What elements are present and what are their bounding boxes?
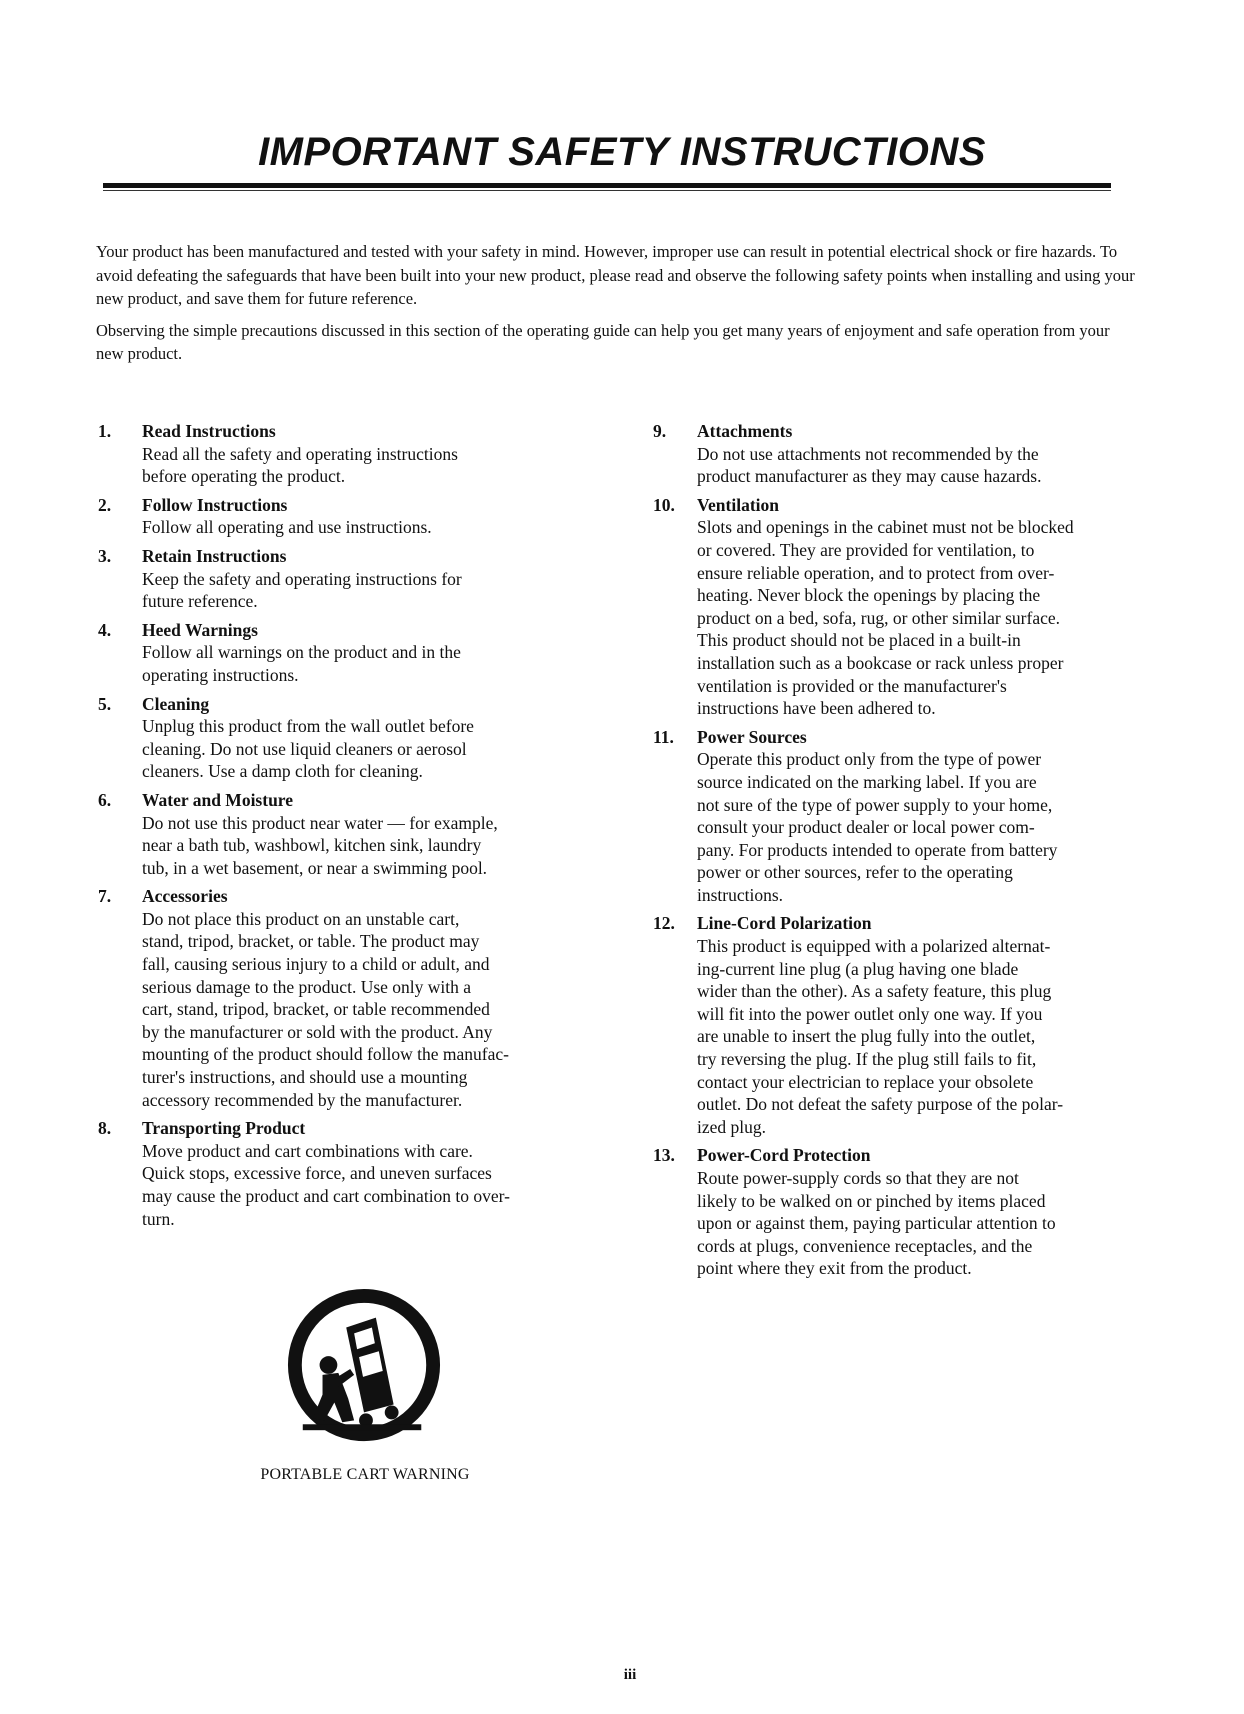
item-heading: Ventilation — [697, 494, 780, 515]
item-heading: Cleaning — [142, 693, 210, 714]
item-body: Read all the safety and operating instructions before operating the product. — [142, 443, 458, 487]
item-heading: Line-Cord Polarization — [697, 913, 872, 934]
item-number: 12. — [653, 913, 675, 934]
item-body: Operate this product only from the type of power source indicated on the marking label. If you are not sure of the type of power supply to your home, consult your product dealer or local power com- pany. For products intended to operate from battery power or other sources, refer to the operating instructions. — [697, 749, 1058, 905]
intro-paragraph-2: Observing the simple precautions discussed in this section of the operating guide can help you get many years of enjoyment and safe operation from your new product. — [96, 320, 1110, 363]
safety-item — [653, 494, 1148, 720]
safety-item — [653, 1144, 1148, 1280]
item-heading: Power Sources — [697, 726, 807, 747]
intro-section — [96, 240, 1136, 374]
item-number: 3. — [98, 545, 112, 566]
page-number: iii — [623, 1667, 637, 1683]
safety-item — [98, 789, 638, 879]
page-title: IMPORTANT SAFETY INSTRUCTIONS — [258, 130, 986, 174]
item-body: Move product and cart combinations with care. Quick stops, excessive force, and uneven surfaces may cause the product and cart combination to over- turn. — [142, 1140, 510, 1229]
item-body: This product is equipped with a polarized alternat- ing-current line plug (a plug having one blade wider than the other). As a safety feature, this plug will fit into the power outlet only one way. If you are unable to insert the plug fully into the outlet, try reversing the plug. If the plug still fails to fit, contact your electrician to replace your obsolete outlet. Do not defeat the safety purpose of the polar- ized plug. — [697, 936, 1064, 1137]
item-number: 13. — [653, 1145, 675, 1166]
safety-item — [98, 1117, 638, 1230]
item-heading: Follow Instructions — [142, 494, 288, 515]
right-column — [653, 420, 1148, 1286]
intro-paragraph-1: Your product has been manufactured and tested with your safety in mind. However, improper use can result in potential electrical shock or fire hazards. To avoid defeating the safeguards that have been built into your new product, please read and observe the following safety points when installing and using your new product, and save them for future reference. — [96, 242, 1135, 308]
portable-cart-warning-icon — [285, 1288, 443, 1446]
safety-item — [98, 693, 638, 783]
item-number: 6. — [98, 789, 112, 810]
item-number: 5. — [98, 693, 112, 714]
item-number: 4. — [98, 619, 112, 640]
item-body: Follow all warnings on the product and in the operating instructions. — [142, 642, 461, 685]
item-number: 8. — [98, 1118, 112, 1139]
cart-warning-caption: PORTABLE CART WARNING — [260, 1466, 470, 1483]
item-number: 11. — [653, 726, 674, 747]
item-body: Do not use this product near water — for example, near a bath tub, washbowl, kitchen sink, laundry tub, in a wet basement, or near a swimming pool. — [142, 812, 498, 878]
item-heading: Transporting Product — [142, 1118, 306, 1139]
item-heading: Retain Instructions — [142, 545, 287, 566]
item-heading: Accessories — [142, 886, 228, 907]
item-number: 9. — [653, 421, 667, 441]
safety-item — [98, 494, 638, 539]
left-column — [98, 420, 638, 1236]
safety-item — [98, 420, 638, 488]
safety-item — [98, 885, 638, 1111]
item-body: Route power-supply cords so that they are not likely to be walked on or pinched by items placed upon or against them, paying particular attention to cords at plugs, convenience receptacles, and the point where they exit from the product. — [697, 1168, 1056, 1279]
title-rule-thick — [103, 183, 1111, 188]
safety-item — [653, 420, 1148, 488]
item-heading: Water and Moisture — [142, 789, 294, 810]
item-number: 2. — [98, 494, 112, 515]
item-heading: Power-Cord Protection — [697, 1145, 871, 1166]
item-heading: Attachments — [697, 421, 793, 441]
item-body: Do not place this product on an unstable cart, stand, tripod, bracket, or table. The product may fall, causing serious injury to a child or adult, and serious damage to the product. Use only with a cart, stand, tripod, bracket, or table recommended by the manufacturer or sold with the product. Any mounting of the product should follow the manufac- turer's instructions, and should use a mounting accessory recommended by the manufacturer. — [142, 908, 509, 1110]
safety-item — [98, 545, 638, 613]
item-body: Keep the safety and operating instructions for future reference. — [142, 568, 462, 612]
item-body: Follow all operating and use instructions. — [142, 517, 432, 538]
item-number: 1. — [98, 421, 112, 441]
item-body: Do not use attachments not recommended by the product manufacturer as they may cause hazards. — [697, 443, 1042, 487]
item-body: Slots and openings in the cabinet must not be blocked or covered. They are provided for ventilation, to ensure reliable operation, and to protect from over- heating. Never block the openings by placing the product on a bed, sofa, rug, or other similar surface. This product should not be placed in a built-in installation such as a bookcase or rack unless proper ventilation is provided or the manufacturer's instructions have been adhered to. — [697, 517, 1074, 719]
title-rule-thin — [103, 190, 1111, 191]
item-number: 7. — [98, 886, 112, 907]
item-body: Unplug this product from the wall outlet before cleaning. Do not use liquid cleaners or aerosol cleaners. Use a damp cloth for cleaning. — [142, 716, 474, 782]
safety-item — [653, 726, 1148, 907]
safety-item — [653, 912, 1148, 1138]
item-heading: Read Instructions — [142, 421, 276, 441]
safety-item — [98, 619, 638, 687]
item-number: 10. — [653, 494, 675, 515]
item-heading: Heed Warnings — [142, 619, 258, 640]
